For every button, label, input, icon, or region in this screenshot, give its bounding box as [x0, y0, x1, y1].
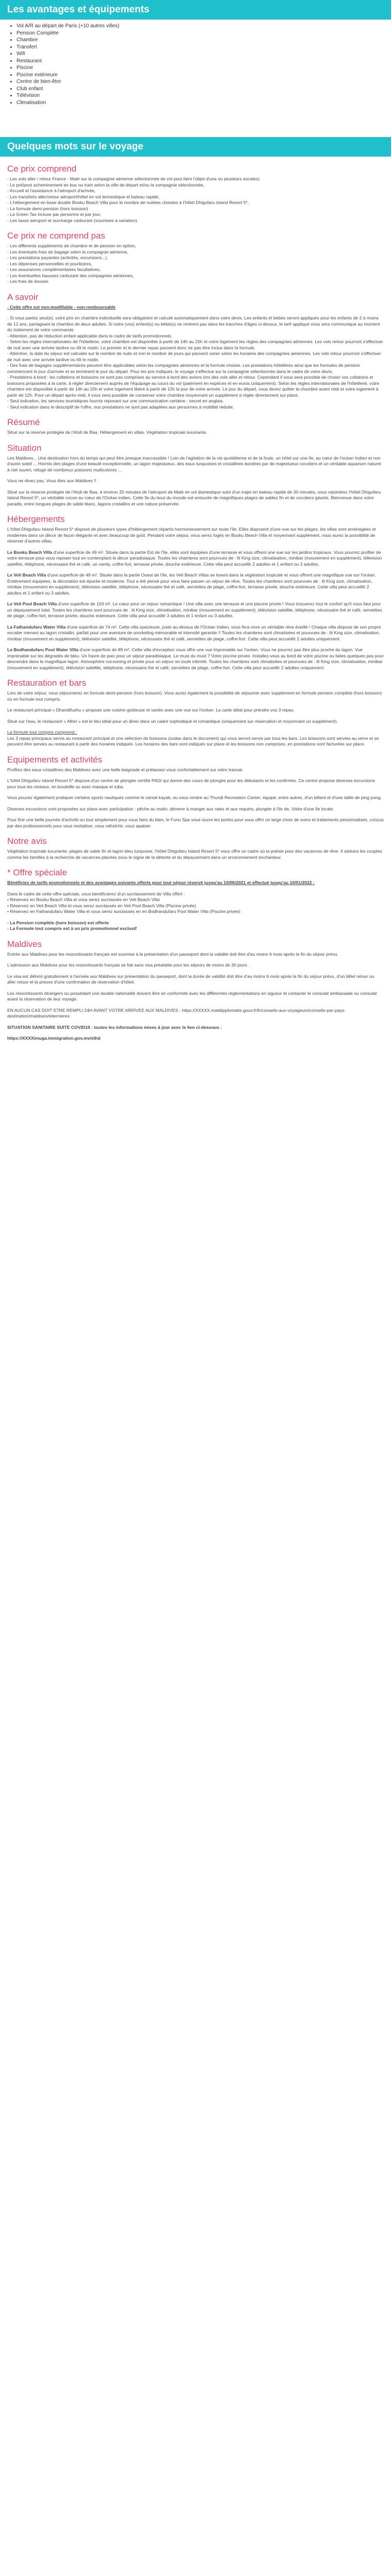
villa-name: Le Veli Beach Villa	[7, 572, 46, 578]
maldives-text: Les ressortissants étrangers ou possédant une double nationalité doivent être en conformité avec les différentes réglementations en vigueur et contacter le consulat ambassade ou consulat avant la réservation de leur voyage.	[7, 990, 377, 1002]
maldives-text: Le visa est délivré gratuitement à l'arrivée aux Maldives sur présentation du passeport, dont la durée de validité doit être d'au moins 6 mois après la fin du séjour prévu, d'un billet retour ou aller retour et la preuve d'une confirmation de réservation d'hôtel.	[7, 973, 374, 985]
villa-text: d'une superficie de 49 m². Située dans la partie Est de l'île, elles sont équipées d'une terrasse et vous offrent une vue sur les jardins tropicaux. Vous pourrez profiter de votre terrasse pour vous reposer tout en contemplant le décor paradisiaque. Toutes les chambres sont pourvues de : lit King size, climatisation, minibar (mouvement en supplément), télévision satellite, téléphone, nécessaire thé et café, un vanity, coffre-fort, terrasse privée, douche extérieure. Cette villa peut accueillir 2 adultes et 1 enfant ou 3 adultes.	[7, 549, 382, 567]
advantage-item: • Télévision	[17, 92, 391, 99]
include-item: - Accueil et l'assistance à l'aéroport d'arrivée,	[7, 188, 96, 193]
covid-title: SITUATION SANITAIRE SUITE COVID19 : toutes les informations mises à jour avec le lien ci-dessous :	[7, 1024, 222, 1030]
resto-heading: Restauration et bars	[7, 678, 87, 688]
special-line: Bénéficiez de tarifs promotionnels et des avantages suivants offerts pour tout séjour réservé jusqu'au 10/06/2021 et effectué jusqu'au 10/01/2022 :	[7, 880, 315, 885]
situation-text: Vous ne rêvez pas, Vous êtes aux Maldives !!	[7, 478, 96, 483]
special-line: - La Pension complète (hors boisson) est offerte	[7, 920, 109, 925]
exclude-item: - Les différents suppléments de chambre et de pension en option,	[7, 243, 136, 248]
situation-text: Situé sur la réserve protégée de l'Atoll de Baa, à environ 25 minutes de l'aéroport de Malé en vol domestique suivi d'un trajet en bateau rapide de 30 minutes, vous rejoindrez l'hôtel Dhigufaru Island Resort 5*, un véritable cocon au cœur de l'Océan indien. Cette île du bout du monde est entourée de magnifiques plages de sables fin et de cocotiers géants. Bienvenue dans votre paradis, entre longues plages de sable blanc, lagons cristallins et une nature préservée.	[7, 489, 381, 506]
excludes-heading: Ce prix ne comprend pas	[7, 231, 105, 241]
villa-name: Le Veli Pool Beach Villa	[7, 601, 57, 606]
situation-text: Les Maldives... Une destination hors du temps qui peut être presque inaccessible ! Loin de l'agitation de la vie quotidienne et de la foule, un hôtel sur une île, au cœur de l'océan Indien et non d'autre soleil ... Hormis des plages d'une beauté exceptionnelle, un lagon majestueux, des eaux turquoises et cristallines bordées par de majestueux cocotiers et un véritable aquarium naturel à ciel ouvert, refuge de nombreux poissons multicolores ...	[7, 455, 381, 472]
villa-description	[7, 624, 384, 642]
exclude-item: - Les dépenses personnelles et pourboires,	[7, 261, 92, 266]
advantages-banner: Les avantages et équipements	[0, 0, 391, 20]
know-paragraph: - Seul indication, les services touristiques fournis reposant sur une communication certaine : secret en anglais.	[7, 398, 224, 403]
lodging-heading: Hébergements	[7, 514, 65, 524]
exclude-item: - Les frais de dossier.	[7, 279, 50, 284]
special-line: • Réservez en Veli Beach Villa et vous serez surclassés en Veli Pool Beach Villa (Piscine privée)	[7, 903, 197, 908]
equip-text: Vous pouvez également pratiquer certains sports nautiques comme le canoë kayak, ou vous rendre au Thundi Recreation Center, équipé, entre autres, d'un billard et d'une table de ping pong.	[7, 795, 382, 800]
covid-link[interactable]: https://XXXXimuga.immigration.gov.mv/ethd	[7, 1036, 101, 1041]
equip-text: L'hôtel Dhigufaru Island Resort 5* dispose d'un centre de plongée certifié PADI qui donne des cours de plongée pour les débutants et les confirmés. Ce centre propose diverses excursions pour tous les niveaux, en bouteille ou avec masque et tuba.	[7, 778, 376, 789]
advantage-item: • Climatisation	[17, 99, 391, 107]
special-heading: * Offre spéciale	[7, 868, 67, 877]
know-heading: A savoir	[7, 292, 39, 302]
includes-list	[7, 176, 384, 224]
note-heading: Notre avis	[7, 836, 47, 846]
exclude-item: - Les éventuels frais de bagage selon la compagnie aérienne,	[7, 249, 128, 255]
advantage-item: • Wifi	[17, 50, 391, 58]
content	[0, 164, 391, 1042]
include-item: - La formule demi-pension (hors boisson)	[7, 206, 88, 211]
equip-text: Pour finir une belle journée d'activité ou tout simplement pour vous faire du bien, le Funu Spa vous ouvre les portes pour vous offrir un large choix de soins et traitements personnalisés, conçus par des professionnels pour vous revitaliser, vous rafraîchir, vous apaiser.	[7, 817, 384, 828]
excludes-list	[7, 243, 384, 285]
equip-heading: Equipements et activités	[7, 754, 103, 765]
know-paragraph: - Selon les règles internationales de l'hôtellerie, votre chambre est disponible à partir de 14h au 15h et votre logement les règles des compagnies aériennes. Les vols retour pourront s'effectuer de nuit avec une arrivée tardive ou tôt le matin. Le premier et le dernier repas peuvent donc ne pas être inclus dans la formule.	[7, 339, 383, 350]
villa-description	[7, 601, 384, 619]
advantage-item: • Club enfant	[17, 86, 391, 93]
include-item: - La Green Tax incluse par personne et par jour,	[7, 212, 101, 217]
include-item: - Les vols aller / retour France - Malé sur la compagnie aérienne sélectionnée de vol peut faire l'objet d'une ou plusieurs escales)	[7, 176, 260, 181]
villa-description	[7, 572, 384, 596]
maldives-text: EN AUCUN CAS DOIT ETRE REMPLI 24H AVANT VOTRE ARRIVEE AUX MALDIVES : https://XXXXX.maldiipplomatie.gouv.fr/fr/conseils-aux-voyageurs/conseils-par-pays-destination/maldives/#dernieres	[7, 1007, 346, 1019]
includes-heading: Ce prix comprend	[7, 164, 77, 174]
villa-text: d'une superficie de 74 m². Cette villa spacieuse, juste au-dessus de l'Océan Indien, vous fera vivre un véritable rêve éveillé ! Chaque villa dispose de son propre escalier menant au lagon cristallin, parfait pour une aventure de snorkeling mémorable et intensité garantie !! Toutes les chambres sont climatisées et pourvues de : lit King size, climatisation, minibar (mouvement en supplément), télévision satellite, téléphone, nécessaire thé et café, serviettes de plage, coffre-fort. Cette villa peut accueillir 2 adultes uniquement.	[7, 624, 381, 641]
equip-text: Profitez des eaux cristallines des Maldives avec une belle baignade et prélassez-vous confortablement sur votre transat.	[7, 767, 243, 772]
equip-text: Diverses excursions sont proposées sur place avec participation : pêche au matin, dénerer à manger aux raies et aux requins, plongée à l'ile de, Visite d'une île locale.	[7, 806, 334, 811]
advantage-item: • Vol A/R au départ de Paris (+10 autres villes)	[17, 23, 391, 30]
advantage-item: • Piscine	[17, 64, 391, 72]
advantages-list	[0, 23, 391, 106]
exclude-item: - Les éventuelles hausses carburant des compagnies aériennes,	[7, 273, 134, 278]
advantage-item: • Restaurant	[17, 58, 391, 65]
villa-description	[7, 647, 384, 671]
advantage-item: • Centre de bien-être	[17, 78, 391, 86]
include-item: - Les taxes aéroport et surcharge carburant (soumises à variation).	[7, 217, 139, 223]
know-paragraph: - Prestations à bord : les collations et boissons ne sont pas comprises au service à bord des avions lors des vols aller et retour. Cependant il vous sera possible de choisir vos collations et boissons proposées à la carte, à régler directement auprès de l'équipage au cours du vol (paiement en espèces et en euros uniquement). Selon les règles internationales de l'hôtellerie, votre chambre est disponible à partir de 14h au 15h et votre logement libéré à partir de 12h la jour de votre arrivée. Le jour du départ, vous devez quitter la chambre avant midi et votre logement à partir de 12h. Pour un départ après midi, il vous sera possible de conserver votre chambre moyennant un supplément à régler directement sur place.	[7, 375, 380, 398]
advantage-item: • Piscine extérieure	[17, 72, 391, 79]
advantage-item: • Pension Complète	[17, 30, 391, 37]
include-item: - Le pré/post acheminement en bus ou train selon la ville de départ et/ou la compagnie sélectionnée,	[7, 182, 205, 188]
resto-text: Situé sur l'eau, le restaurant « Athiri » est le lieu idéal pour un dîner dans un cadre sophistiqué et romantique (uniquement sur réservation et moyennant un supplément).	[7, 718, 338, 724]
resto-text: Les 3 repas principaux servis au restaurant principal et une sélection de boissons (sodas dans le document) qui vous seront servis par tous les bars. Les boissons sont servies au verre et se peuvent être servies au restaurant à partir des horaires indiqués. Les horaires des bars sont indiqués sur place et les boissons non comprises, en prestations sont facturées sur place.	[7, 735, 379, 747]
special-line: - La Formule tout compris est à un prix promotionnel exclusif	[7, 926, 137, 931]
situation-heading: Situation	[7, 443, 42, 453]
villa-name: Le Booku Beach Villa	[7, 549, 53, 555]
summary-heading: Résumé	[7, 417, 40, 427]
special-line: • Réservez en Fathandufaru Water Villa et vous serez surclassés en en Bodhandufaru Pool Water Villa (Piscine privée)	[7, 909, 241, 914]
villa-text: d'une superficie de 49 m². Située dans la partie Ouest de l'île, les Veli Beach Villas se lovent dans la végétation tropicale et vous offrent une magnifique vue sur l'océan. Entièrement équipées, la décoration est épurée et moderne. Tout a été pensé pour vous faire passer un séjour de rêve. Toutes les chambres sont pourvues de : lit King size, climatisation, minibar (mouvement en supplément), télévision satellite, téléphone, nécessaire thé et café, serviettes de plage, coffre-fort, terrasse privée, douche extérieure. Cette villa peut accueillir 2 adultes et 1 enfant ou 3 adultes.	[7, 572, 376, 596]
know-paragraph: - Attention, pas de réduction enfant applicable dans le cadre de tarifs promotionnels.	[7, 333, 173, 338]
words-banner: Quelques mots sur le voyage	[0, 137, 391, 157]
villa-text: d'une superficie de 103 m². Le cœur pour un séjour romantique ! Une villa avec une terrasse et une piscine privée ! Vous trouverez tout le confort qu'il vous faut pour un dépaysement total. Toutes les chambres sont pourvues de : lit King size, climatisation, minibar (mouvement en supplément), télévision satellite, téléphone, nécessaire thé et café, serviettes de plage, coffre-fort, terrasse privée, douche extérieure. Cette villa peut accueillir 3 adultes et 1 enfant ou 3 adultes.	[7, 601, 382, 618]
special-line: Dans le cadre de cette offre spéciale, vous bénéficierez d'un surclassement de Villa offert :	[7, 891, 185, 896]
maldives-text: L'admission aux Maldives pour les ressortissants français se fait sans visa préalable pour les séjours de moins de 30 jours.	[7, 962, 249, 968]
include-item: - Les transferts aller/retour aéroport/hôtel en vol domestique et bateau rapide,	[7, 194, 160, 199]
maldives-heading: Maldives	[7, 939, 42, 949]
villas-list	[7, 550, 384, 671]
villa-name: La Fathandufaru Water Villa	[7, 624, 66, 630]
note-text: Végétation tropicale luxuriante, plages de sable fin et lagon bleu turquoise, l'hôtel Dhigufaru Island Resort 5* vous offre un cadre où la poésie pour des vacances de rêve. Il séduira les couples comme les familles à la recherche de vacances placées sous le signe de la détente et du dépaysement dans un environnement enchanteur.	[7, 849, 382, 860]
exclude-item: - Les prestations payantes (activités, excursions...),	[7, 255, 108, 260]
know-paragraph: - Si vous partez seul(e), votre prix en chambre individuelle sera obligatoire et calculé automatiquement dans votre devis. Les enfants et bébés seront appliqués pour les enfants de 2 à moins de 12 ans, partageant la chambre de deux adultes. Si votre (vos) enfant(s) ou bébé(s) ne rentrent pas dans les tranches d'âges ci-dessus, le tarif appliqué vous sera communiqué au moment du traitement de votre commande.	[7, 315, 380, 332]
villa-name: La Bodhandufaru Pool Water Villa	[7, 647, 78, 652]
special-line: • Réservez en Booku Beach Villa et vous serez surclassés en Veli Beach Villa	[7, 897, 160, 902]
villa-text: d'une superficie de 89 m². Cette villa d'exception vous offre une vue imprenable sur l'océan. Vous ne pourrez pas être plus proche du lagon. Vue imprenable sur les dégradés de bleu. Un havre de paix pour un séjour paradisiaque. Le must du must ? Votre piscine privée. Installez-vous au bord de votre piscine ou faites quelques pas pour descendre dans le magnifique lagon. Atmosphère cocooning et privée pour un séjour en toute intimité. Toutes les chambres sont climatisées et pourvues de : lit King size, climatisation, minibar (mouvement en supplément), télévision satellite, téléphone, nécessaire thé et café, serviettes de plage, coffre-fort. Cette villa peut accueillir 2 adultes uniquement.	[7, 647, 384, 670]
exclude-item: - Les assurances complémentaires facultatives,	[7, 267, 101, 272]
maldives-text: Entrée aux Maldives pour les ressortissants français est soumise à la présentation d'un passeport dont la validité doit être d'au moins 6 mois après la fin du séjour prévu.	[7, 951, 338, 957]
resto-allin-title: La formule tout compris comprend :	[7, 730, 77, 735]
include-item: - L'hébergement en base double Booku Beach Villa pour le nombre de nuitées choisies à l'hôtel Dhigufaru Island Resort 5*,	[7, 200, 249, 205]
resto-text: Le restaurant principal « Dhandifushu » propose une cuisine goûteuse et variée avec une vue sur l'océan. La carte idéal pour prendre vos 3 repas.	[7, 707, 295, 713]
summary-text: Situé sur la réserve protégée de l'Atoll de Baa. Hébergement en villas. Végétation tropicale luxuriante.	[7, 430, 207, 435]
villa-description	[7, 550, 384, 568]
resto-text: Lors de votre séjour, vous séjournerez en formule demi-pension (hors boisson). Vous aurez également la possibilité de séjourner avec supplément en formule pension complète (hors boisson) ou en formule tout compris.	[7, 690, 382, 702]
know-paragraph: - Attention, la date du séjour est calculée sur le nombre de nuits et non le nombre de jours qui peuvent varier selon les horaires des compagnies aériennes. Les vols retour pourront s'effectuer de nuit avec une arrivée tardive ou tôt le matin.	[7, 351, 381, 362]
advantage-item: • Chambre	[17, 37, 391, 44]
advantage-item: • Transfert	[17, 44, 391, 51]
know-paragraph: - Seul indication dans le descriptif de l'offre, nos prestations ne sont pas adaptées aux personnes à mobilité réduite.	[7, 404, 234, 410]
lodging-text: L'hôtel Dhigufaru Island Resort 5* dispose de plusieurs types d'hébergement répartis harmonieusement sur toute l'île. Elles disposent d'une vue sur les plages, les villas sont aménagées et modernes dans un décor de façon élégante et avec beaucoup de goût. Pendant votre séjour, vous serez logés en Booku Beach Villa et moyennant supplément, vous aurez la possibilité de réserver d'autres villas.	[7, 527, 376, 544]
know-paragraph: - Des frais de bagages supplémentaires peuvent être applicables selon les compagnies aériennes et la formule choisie. Les prestations hôtelières ainsi que les formules de pension commencent le jour d'arrivée et se terminent le jour du départ. Pour les prix indiqués, le voyage s'effectue sur la compagnie sélectionnée dans le cadre de votre devis.	[7, 363, 361, 374]
know-note: - Cette offre est non-modifiable - non-remboursable	[7, 304, 116, 310]
